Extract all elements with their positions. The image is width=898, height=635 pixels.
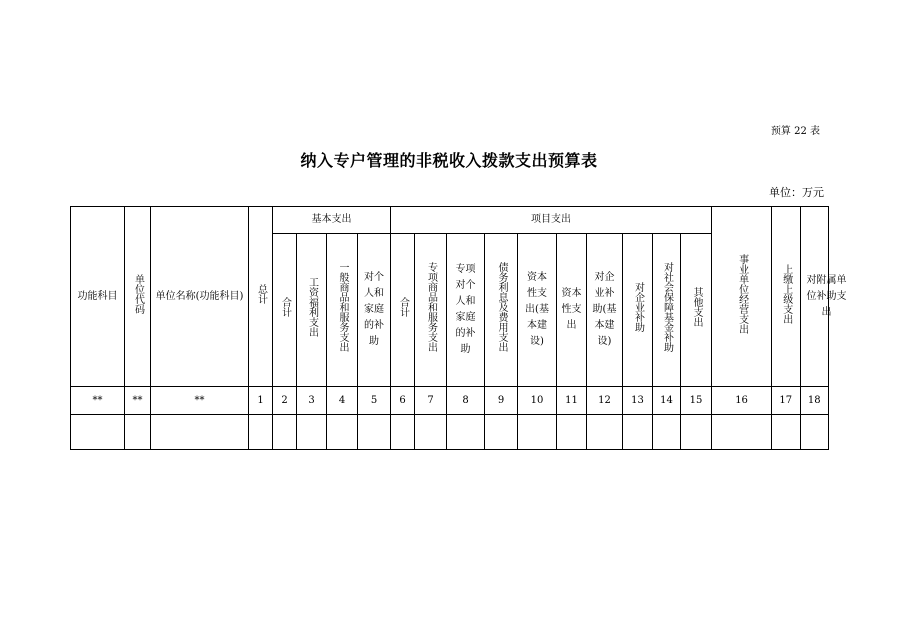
- empty-cell: [800, 415, 828, 450]
- empty-cell: [447, 415, 485, 450]
- empty-cell: [273, 415, 297, 450]
- empty-cell: [358, 415, 391, 450]
- table-row: [71, 415, 829, 450]
- column-number: 6: [391, 387, 415, 415]
- header-project-subtotal: 合计: [391, 234, 415, 387]
- header-unit-code: 单位代码: [125, 207, 151, 387]
- header-project-personal-subsidy: 专项对个人和家庭的补助: [447, 234, 485, 387]
- header-total: 总计: [249, 207, 273, 387]
- empty-cell: [557, 415, 587, 450]
- column-number: 4: [327, 387, 358, 415]
- header-project-goods-services: 专项商品和服务支出: [415, 234, 447, 387]
- column-number: 5: [358, 387, 391, 415]
- empty-cell: [151, 415, 249, 450]
- column-number: 15: [681, 387, 712, 415]
- column-number: 9: [485, 387, 518, 415]
- header-basic-subtotal: 合计: [273, 234, 297, 387]
- column-number: 7: [415, 387, 447, 415]
- placeholder-cell: **: [125, 387, 151, 415]
- unit-label: 单位：万元: [769, 186, 824, 199]
- header-function-subject: 功能科目: [71, 207, 125, 387]
- budget-table: [70, 206, 847, 450]
- empty-cell: [249, 415, 273, 450]
- empty-cell: [71, 415, 125, 450]
- empty-cell: [297, 415, 327, 450]
- column-number: 16: [712, 387, 772, 415]
- column-number: 3: [297, 387, 327, 415]
- header-project-social-security: 对社会保障基金补助: [653, 234, 681, 387]
- empty-cell: [415, 415, 447, 450]
- column-number: 17: [772, 387, 800, 415]
- header-project-other: 其他支出: [681, 234, 712, 387]
- column-number: 11: [557, 387, 587, 415]
- empty-cell: [485, 415, 518, 450]
- header-business-expense: 事业单位经营支出: [712, 207, 772, 387]
- column-number: 10: [518, 387, 557, 415]
- empty-cell: [125, 415, 151, 450]
- header-project-enterprise-construction: 对企业补助(基本建设): [587, 234, 623, 387]
- header-unit-name: 单位名称(功能科目): [151, 207, 249, 387]
- empty-cell: [772, 415, 800, 450]
- form-code: 预算 22 表: [770, 126, 820, 137]
- header-project-capital: 资本性支出: [557, 234, 587, 387]
- column-number: 12: [587, 387, 623, 415]
- column-number: 18: [800, 387, 828, 415]
- column-number: 2: [273, 387, 297, 415]
- column-number: 1: [249, 387, 273, 415]
- header-project-debt-interest: 债务利息及费用支出: [485, 234, 518, 387]
- column-number: 14: [653, 387, 681, 415]
- placeholder-cell: **: [71, 387, 125, 415]
- header-basic-wages: 工资福利支出: [297, 234, 327, 387]
- header-project-enterprise-subsidy: 对企业补助: [623, 234, 653, 387]
- empty-cell: [712, 415, 772, 450]
- empty-cell: [587, 415, 623, 450]
- header-superior-payment: 上缴上级支出: [772, 207, 800, 387]
- empty-cell: [518, 415, 557, 450]
- empty-cell: [653, 415, 681, 450]
- header-group-project: 项目支出: [391, 207, 712, 234]
- empty-cell: [623, 415, 653, 450]
- header-affiliate-subsidy: 对附属单位补助支出: [800, 207, 828, 387]
- empty-cell: [681, 415, 712, 450]
- header-basic-goods-services: 一般商品和服务支出: [327, 234, 358, 387]
- page-title: 纳入专户管理的非税收入拨款支出预算表: [300, 151, 598, 170]
- column-number: 8: [447, 387, 485, 415]
- placeholder-cell: **: [151, 387, 249, 415]
- column-number: 13: [623, 387, 653, 415]
- header-group-basic: 基本支出: [273, 207, 391, 234]
- header-project-capital-construction: 资本性支出(基本建设): [518, 234, 557, 387]
- empty-cell: [327, 415, 358, 450]
- header-basic-personal-subsidy: 对个人和家庭的补助: [358, 234, 391, 387]
- empty-cell: [391, 415, 415, 450]
